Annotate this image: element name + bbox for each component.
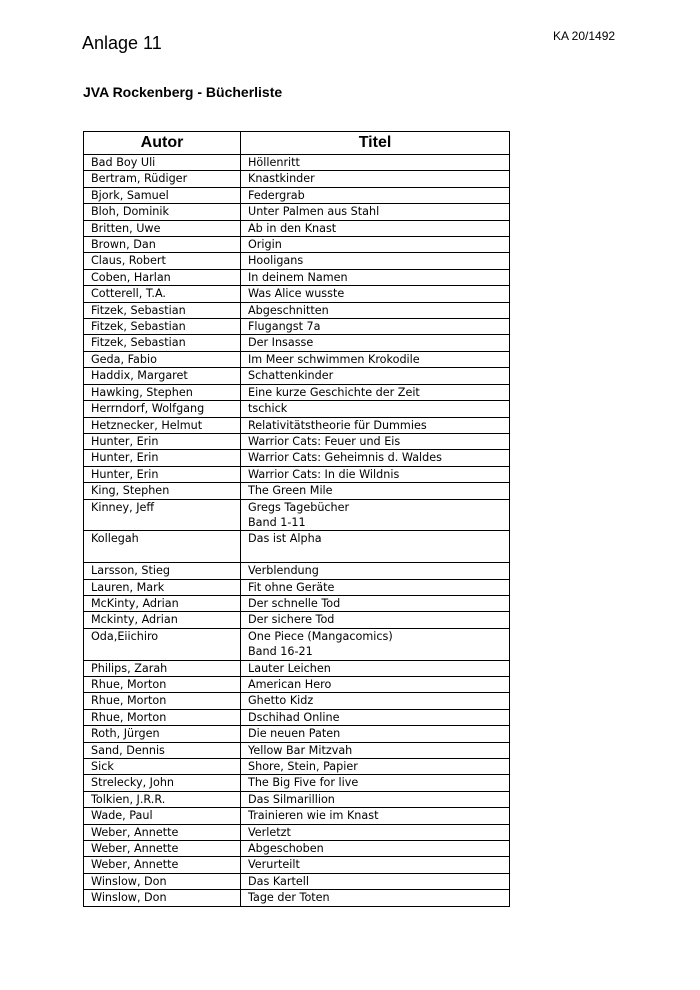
title-cell: In deinem Namen [241,269,510,285]
table-row [84,709,510,725]
author-cell: Kollegah [84,531,241,563]
title-cell: The Green Mile [241,483,510,499]
table-row [84,660,510,676]
table-row [84,612,510,628]
author-cell: Bjork, Samuel [84,187,241,203]
title-cell: Das Silmarillion [241,791,510,807]
table-row [84,841,510,857]
title-cell: Höllenritt [241,155,510,171]
table-row [84,204,510,220]
table-row [84,417,510,433]
title-cell: Schattenkinder [241,368,510,384]
table-header-row [84,132,510,155]
table-row [84,253,510,269]
column-header-author: Autor [84,132,241,155]
table-row [84,726,510,742]
title-cell: Trainieren wie im Knast [241,808,510,824]
table-row [84,808,510,824]
table-row [84,873,510,889]
column-header-title: Titel [241,132,510,155]
table-row [84,857,510,873]
author-cell: Britten, Uwe [84,220,241,236]
author-cell: Cotterell, T.A. [84,286,241,302]
title-line [248,547,509,562]
table-row [84,824,510,840]
title-cell: Federgrab [241,187,510,203]
author-cell: Fitzek, Sebastian [84,335,241,351]
title-cell: Shore, Stein, Papier [241,759,510,775]
author-cell: Hunter, Erin [84,433,241,449]
title-cell: Verletzt [241,824,510,840]
table-row [84,302,510,318]
title-cell: Verblendung [241,563,510,579]
table-row [84,335,510,351]
title-cell: Lauter Leichen [241,660,510,676]
title-cell: Dschihad Online [241,709,510,725]
table-row [84,595,510,611]
author-cell: Oda,Eiichiro [84,628,241,660]
title-cell: Der sichere Tod [241,612,510,628]
author-cell: Bertram, Rüdiger [84,171,241,187]
author-cell: Rhue, Morton [84,693,241,709]
table-row [84,890,510,906]
author-cell: King, Stephen [84,483,241,499]
table-row [84,531,510,563]
table-row [84,759,510,775]
table-row [84,384,510,400]
author-cell: Kinney, Jeff [84,499,241,531]
title-cell: Verurteilt [241,857,510,873]
author-cell: Hunter, Erin [84,466,241,482]
table-row [84,693,510,709]
author-cell: Hetznecker, Helmut [84,417,241,433]
title-cell: Fit ohne Geräte [241,579,510,595]
title-cell: Warrior Cats: Feuer und Eis [241,433,510,449]
author-cell: Larsson, Stieg [84,563,241,579]
reference-number: KA 20/1492 [553,29,616,43]
title-cell [241,499,510,531]
table-row [84,319,510,335]
title-line: Band 16-21 [248,645,313,659]
title-cell [241,531,510,563]
title-cell: Der Insasse [241,335,510,351]
table-row [84,269,510,285]
table-row [84,677,510,693]
author-cell: Hunter, Erin [84,450,241,466]
title-cell: Die neuen Paten [241,726,510,742]
table-row [84,450,510,466]
table-row [84,368,510,384]
author-cell: Mckinty, Adrian [84,612,241,628]
title-cell: Warrior Cats: In die Wildnis [241,466,510,482]
title-line: Das ist Alpha [248,532,322,546]
author-cell: Bloh, Dominik [84,204,241,220]
table-row [84,171,510,187]
table-row [84,775,510,791]
author-cell: Weber, Annette [84,841,241,857]
title-cell: Ab in den Knast [241,220,510,236]
author-cell: Geda, Fabio [84,351,241,367]
table-row [84,401,510,417]
title-cell: Origin [241,237,510,253]
table-row [84,466,510,482]
title-cell: Eine kurze Geschichte der Zeit [241,384,510,400]
title-cell: Hooligans [241,253,510,269]
author-cell: Herrndorf, Wolfgang [84,401,241,417]
title-cell: Unter Palmen aus Stahl [241,204,510,220]
table-row [84,187,510,203]
author-cell: Bad Boy Uli [84,155,241,171]
table-row [84,286,510,302]
author-cell: Sand, Dennis [84,742,241,758]
book-list-table [83,131,510,907]
author-cell: Brown, Dan [84,237,241,253]
title-cell: Abgeschnitten [241,302,510,318]
author-cell: Weber, Annette [84,824,241,840]
author-cell: Strelecky, John [84,775,241,791]
title-cell [241,628,510,660]
title-cell: Warrior Cats: Geheimnis d. Waldes [241,450,510,466]
author-cell: Winslow, Don [84,890,241,906]
author-cell: McKinty, Adrian [84,595,241,611]
title-cell: The Big Five for live [241,775,510,791]
title-line: One Piece (Mangacomics) [248,629,393,643]
page-title: JVA Rockenberg - Bücherliste [83,84,283,100]
title-cell: Tage der Toten [241,890,510,906]
table-row [84,483,510,499]
author-cell: Rhue, Morton [84,677,241,693]
author-cell: Haddix, Margaret [84,368,241,384]
title-cell: Relativitätstheorie für Dummies [241,417,510,433]
title-cell: Abgeschoben [241,841,510,857]
title-cell: Das Kartell [241,873,510,889]
author-cell: Weber, Annette [84,857,241,873]
title-cell: Flugangst 7a [241,319,510,335]
author-cell: Roth, Jürgen [84,726,241,742]
table-row [84,628,510,660]
author-cell: Lauren, Mark [84,579,241,595]
author-cell: Philips, Zarah [84,660,241,676]
table-row [84,155,510,171]
title-cell: Ghetto Kidz [241,693,510,709]
title-cell: Der schnelle Tod [241,595,510,611]
author-cell: Hawking, Stephen [84,384,241,400]
table-row [84,791,510,807]
author-cell: Fitzek, Sebastian [84,319,241,335]
author-cell: Wade, Paul [84,808,241,824]
title-cell: tschick [241,401,510,417]
table-body [84,155,510,907]
table-row [84,499,510,531]
author-cell: Fitzek, Sebastian [84,302,241,318]
title-cell: Yellow Bar Mitzvah [241,742,510,758]
table-row [84,220,510,236]
title-cell: Knastkinder [241,171,510,187]
title-cell: Was Alice wusste [241,286,510,302]
author-cell: Tolkien, J.R.R. [84,791,241,807]
annex-label: Anlage 11 [82,33,162,53]
author-cell: Claus, Robert [84,253,241,269]
table-row [84,579,510,595]
table-row [84,351,510,367]
table-row [84,433,510,449]
title-cell: Im Meer schwimmen Krokodile [241,351,510,367]
title-cell: American Hero [241,677,510,693]
title-line: Gregs Tagebücher [248,500,350,514]
table-row [84,563,510,579]
author-cell: Rhue, Morton [84,709,241,725]
table-row [84,237,510,253]
author-cell: Winslow, Don [84,873,241,889]
table-row [84,742,510,758]
author-cell: Sick [84,759,241,775]
title-line: Band 1-11 [248,515,306,529]
author-cell: Coben, Harlan [84,269,241,285]
